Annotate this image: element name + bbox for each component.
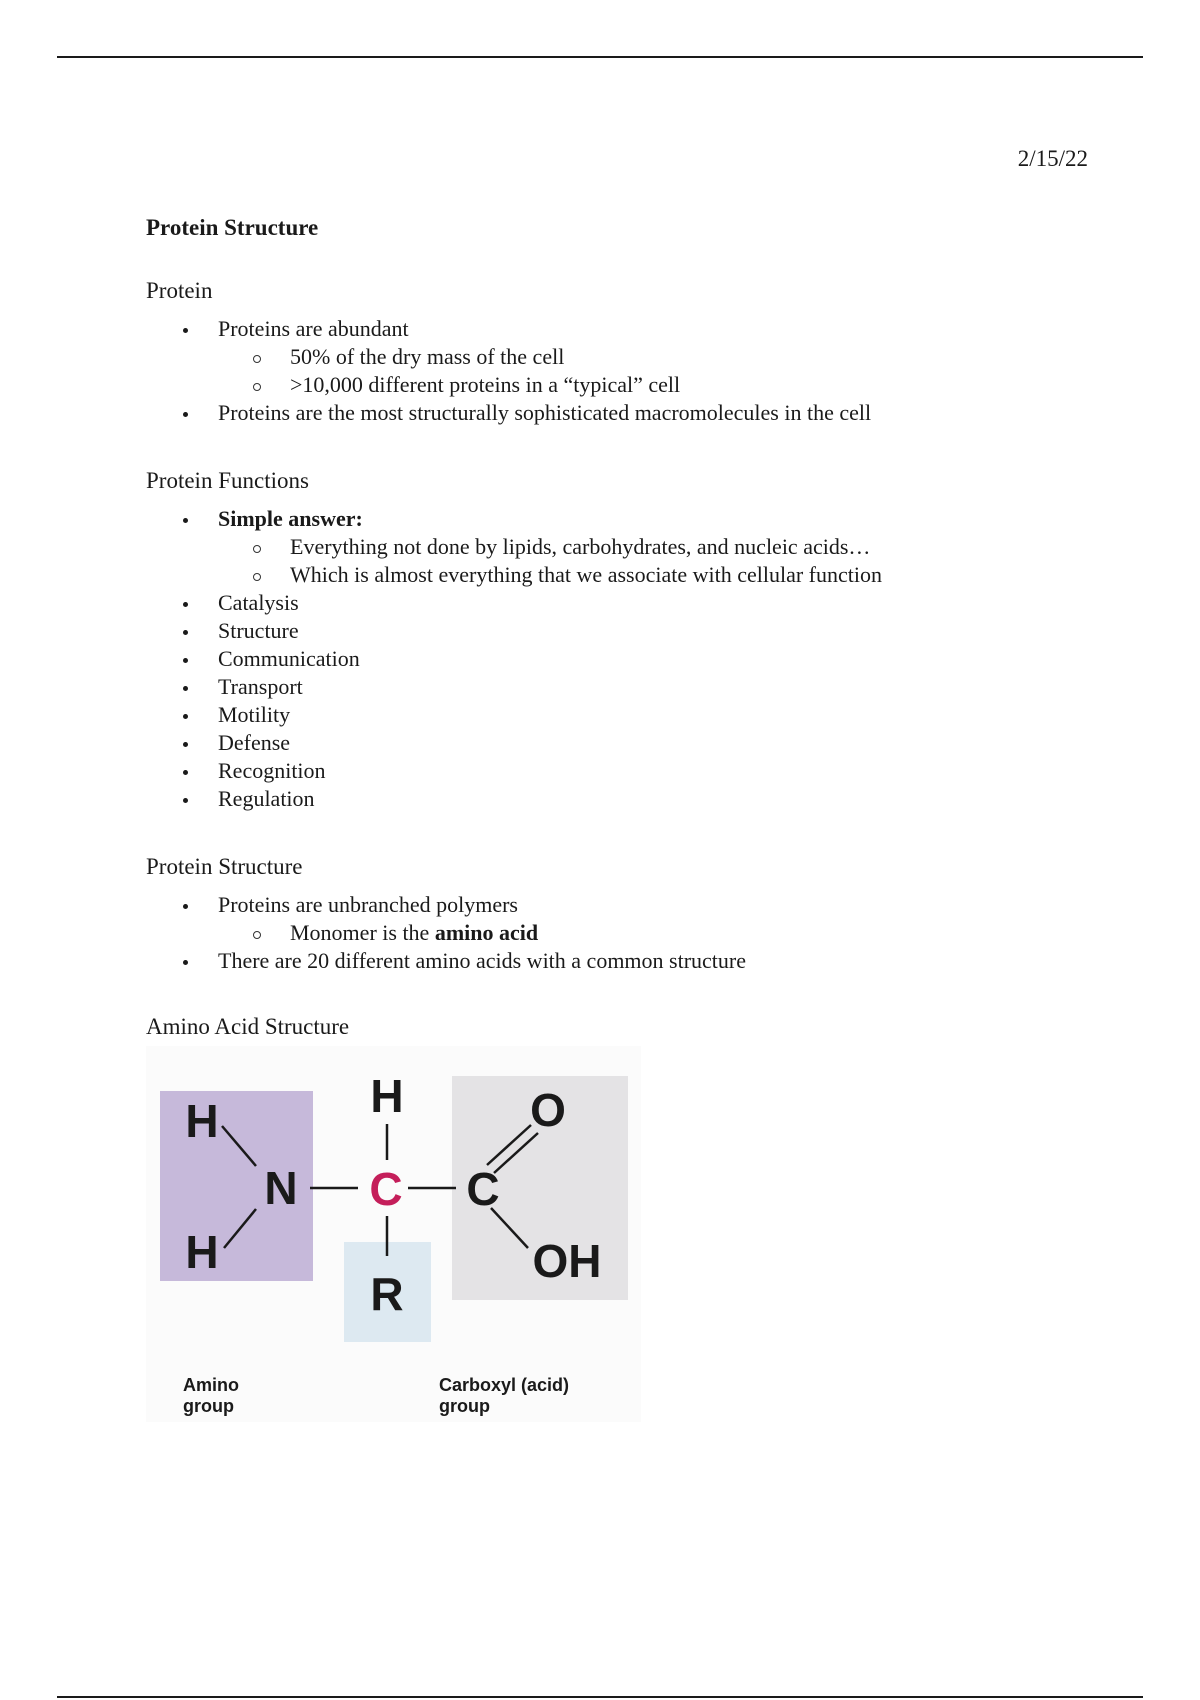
sub-list-item — [218, 919, 1046, 947]
list-item: Recognition — [146, 757, 1046, 785]
sub-list-item: 50% of the dry mass of the cell — [218, 343, 1046, 371]
amino-group-label-line1: Amino — [183, 1375, 239, 1395]
list-item: There are 20 different amino acids with a common structure — [146, 947, 1046, 975]
list-item-text: Proteins are abundant — [218, 316, 409, 341]
list-item — [146, 315, 1046, 399]
section-protein-structure — [146, 853, 1046, 975]
atom-n: N — [264, 1162, 298, 1214]
bullet-list — [146, 891, 1046, 975]
sub-list-item: >10,000 different proteins in a “typical” cell — [218, 371, 1046, 399]
amino-acid-diagram-svg — [146, 1046, 641, 1422]
top-rule — [57, 56, 1143, 58]
section-heading: Protein Functions — [146, 468, 309, 493]
atom-h-top: H — [370, 1070, 404, 1122]
list-item — [146, 891, 1046, 947]
atom-c-carboxyl: C — [466, 1163, 500, 1215]
list-item: Structure — [146, 617, 1046, 645]
bottom-rule — [57, 1696, 1143, 1698]
list-item-text: Proteins are unbranched polymers — [218, 892, 518, 917]
sub-list-item: Which is almost everything that we associate with cellular function — [218, 561, 1046, 589]
carboxyl-group-label-line2: group — [439, 1396, 490, 1416]
list-item: Communication — [146, 645, 1046, 673]
list-item — [146, 399, 1046, 427]
atom-h-amino-top: H — [185, 1095, 219, 1147]
list-item: Transport — [146, 673, 1046, 701]
document-date: 2/15/22 — [1017, 146, 1088, 171]
list-item — [146, 505, 1046, 589]
atom-oh: OH — [532, 1235, 602, 1287]
atom-h-amino-bottom: H — [185, 1226, 219, 1278]
atom-c-alpha: C — [369, 1163, 403, 1215]
section-heading: Protein Structure — [146, 854, 303, 879]
section-heading: Protein — [146, 278, 213, 303]
sub-list-item: Everything not done by lipids, carbohydrates, and nucleic acids… — [218, 533, 1046, 561]
list-item: Regulation — [146, 785, 1046, 813]
list-item: Defense — [146, 729, 1046, 757]
list-item: Catalysis — [146, 589, 1046, 617]
bullet-list — [146, 315, 1046, 427]
sub-bullet-list — [218, 343, 1046, 399]
simple-answer-label: Simple answer: — [218, 506, 363, 531]
list-item-text: Proteins are the most structurally sophisticated macromolecules in the cell — [218, 400, 872, 425]
list-item-text — [218, 505, 1046, 533]
amino-group-label-line2: group — [183, 1396, 234, 1416]
carboxyl-group-label-line1: Carboxyl (acid) — [439, 1375, 570, 1395]
atom-o: O — [530, 1084, 566, 1136]
section-protein — [146, 277, 1046, 427]
sub-list-item-text: Monomer is the — [290, 920, 435, 945]
section-heading: Amino Acid Structure — [146, 1014, 350, 1039]
section-amino-acid-structure — [146, 1013, 1046, 1041]
section-protein-functions — [146, 467, 1046, 813]
bullet-list — [146, 505, 1046, 813]
amino-acid-diagram — [146, 1046, 641, 1422]
sub-bullet-list — [218, 919, 1046, 947]
amino-acid-term: amino acid — [434, 920, 539, 945]
sub-bullet-list — [218, 533, 1046, 589]
atom-r: R — [370, 1268, 404, 1320]
page-title: Protein Structure — [146, 215, 319, 240]
list-item: Motility — [146, 701, 1046, 729]
